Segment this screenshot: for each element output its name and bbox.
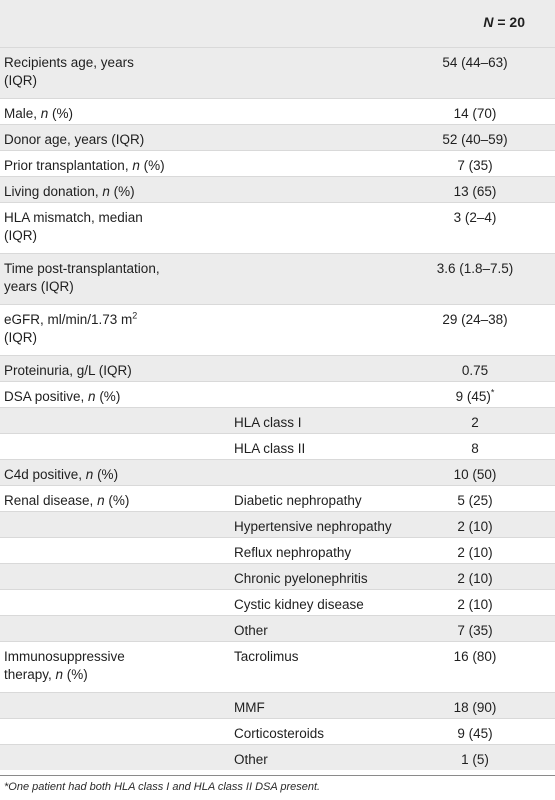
table-row	[0, 692, 555, 718]
row-sublabel: Corticosteroids	[234, 726, 325, 741]
row-value	[395, 466, 555, 484]
row-sublabel: Reflux nephropathy	[234, 545, 352, 560]
label-text: (%)	[104, 493, 130, 508]
label-text: Living donation,	[4, 184, 103, 199]
label-text: 14 (70)	[453, 106, 497, 121]
label-text: (%)	[93, 467, 119, 482]
label-text: (%)	[48, 106, 74, 121]
label-text: therapy,	[4, 667, 56, 682]
table-body	[0, 47, 555, 770]
italic-n: n	[102, 184, 110, 199]
label-text: 54 (44–63)	[442, 55, 508, 70]
row-label	[4, 209, 209, 245]
label-text: Recipients age, years	[4, 55, 134, 70]
italic-n: n	[55, 667, 64, 682]
label-text: 0.75	[461, 363, 489, 378]
label-text: 2 (10)	[457, 519, 493, 534]
table-header	[0, 0, 555, 47]
row-value	[395, 622, 555, 640]
label-text: 5 (25)	[457, 493, 493, 508]
label-text: 3 (2–4)	[453, 210, 497, 225]
table-row	[0, 641, 555, 692]
label-text: (%)	[109, 184, 135, 199]
row-label	[4, 311, 209, 347]
table-row	[0, 459, 555, 485]
label-text: 18 (90)	[453, 700, 497, 715]
label-text: (%)	[139, 158, 165, 173]
row-label	[4, 492, 209, 510]
label-text: 7 (35)	[457, 623, 493, 638]
italic-n: n	[85, 467, 94, 482]
label-text: 2 (10)	[457, 571, 493, 586]
table-row	[0, 718, 555, 744]
table-row	[0, 150, 555, 176]
table-row	[0, 511, 555, 537]
row-label	[4, 362, 209, 380]
label-text: (IQR)	[4, 73, 37, 88]
row-sublabel: Other	[234, 623, 268, 638]
row-value	[395, 105, 555, 123]
label-text: (IQR)	[4, 228, 37, 243]
label-text: 16 (80)	[453, 649, 497, 664]
row-value	[395, 518, 555, 536]
superscript: *	[490, 387, 495, 398]
row-sublabel: Cystic kidney disease	[234, 597, 364, 612]
row-value	[395, 570, 555, 588]
table-row	[0, 744, 555, 770]
row-value	[395, 596, 555, 614]
label-text: 2 (10)	[457, 597, 493, 612]
table-row	[0, 407, 555, 433]
row-value	[395, 725, 555, 743]
label-text: HLA mismatch, median	[4, 210, 143, 225]
row-value	[395, 414, 555, 432]
row-value	[395, 699, 555, 717]
row-sublabel: Other	[234, 752, 268, 767]
table-row	[0, 124, 555, 150]
label-text: Donor age, years (IQR)	[4, 132, 145, 147]
row-sublabel: Diabetic nephropathy	[234, 493, 362, 508]
table-row	[0, 304, 555, 355]
row-label	[4, 157, 209, 175]
n-header	[483, 14, 525, 30]
row-value	[395, 131, 555, 149]
table-row	[0, 589, 555, 615]
table-row	[0, 355, 555, 381]
row-label	[4, 131, 209, 149]
label-text: 52 (40–59)	[442, 132, 508, 147]
table-row	[0, 381, 555, 407]
row-value	[395, 648, 555, 666]
label-text: years (IQR)	[4, 279, 74, 294]
row-label	[4, 260, 209, 296]
row-sublabel: Chronic pyelonephritis	[234, 571, 368, 586]
table-bottom-rule	[0, 775, 555, 776]
label-text: 1 (5)	[461, 752, 489, 767]
label-text: Prior transplantation,	[4, 158, 133, 173]
label-text: 9 (45)	[457, 726, 493, 741]
row-value	[395, 157, 555, 175]
label-text: Immunosuppressive	[4, 649, 125, 664]
table-row	[0, 253, 555, 304]
label-text: (IQR)	[4, 330, 37, 345]
row-label	[4, 105, 209, 123]
footnote: *One patient had both HLA class I and HLA class II DSA present.	[4, 781, 321, 793]
italic-n: n	[40, 106, 49, 121]
row-value	[395, 440, 555, 458]
row-label	[4, 388, 209, 406]
table-row	[0, 485, 555, 511]
row-value	[395, 544, 555, 562]
row-label	[4, 54, 209, 90]
table-row	[0, 98, 555, 124]
label-text: 7 (35)	[457, 158, 493, 173]
label-text: 29 (24–38)	[442, 312, 508, 327]
label-text: (%)	[95, 389, 121, 404]
row-value	[395, 751, 555, 769]
n-value: = 20	[497, 14, 525, 30]
row-value	[395, 260, 555, 278]
label-text: 3.6 (1.8–7.5)	[436, 261, 514, 276]
label-text: 8	[471, 441, 479, 456]
superscript: 2	[132, 310, 138, 321]
row-sublabel: MMF	[234, 700, 265, 715]
table-row	[0, 47, 555, 98]
table-row	[0, 202, 555, 253]
label-text: eGFR, ml/min/1.73 m	[4, 312, 133, 327]
label-text: DSA positive,	[4, 389, 89, 404]
label-text: 10 (50)	[453, 467, 497, 482]
row-sublabel: HLA class I	[234, 415, 302, 430]
table-row	[0, 176, 555, 202]
label-text: 2 (10)	[457, 545, 493, 560]
italic-n: n	[97, 493, 105, 508]
row-value	[395, 362, 555, 380]
table-row	[0, 537, 555, 563]
table-row	[0, 433, 555, 459]
label-text: 2	[471, 415, 479, 430]
italic-n: n	[88, 389, 96, 404]
row-sublabel: Tacrolimus	[234, 649, 299, 664]
row-value	[395, 54, 555, 72]
row-sublabel: Hypertensive nephropathy	[234, 519, 392, 534]
row-label	[4, 183, 209, 201]
label-text: C4d positive,	[4, 467, 86, 482]
label-text: Proteinuria, g/L (IQR)	[4, 363, 132, 378]
label-text: Male,	[4, 106, 41, 121]
row-value	[395, 492, 555, 510]
row-value	[395, 311, 555, 329]
label-text: (%)	[63, 667, 88, 682]
table-row	[0, 615, 555, 641]
row-sublabel: HLA class II	[234, 441, 306, 456]
row-value	[395, 388, 555, 406]
row-value	[395, 209, 555, 227]
label-text: 13 (65)	[453, 184, 497, 199]
label-text: Renal disease,	[4, 493, 98, 508]
table-row	[0, 563, 555, 589]
label-text: Time post-transplantation,	[4, 261, 160, 276]
label-text: 9 (45)	[455, 389, 491, 404]
row-label	[4, 648, 209, 684]
n-label: N	[483, 14, 494, 30]
row-value	[395, 183, 555, 201]
italic-n: n	[132, 158, 140, 173]
row-label	[4, 466, 209, 484]
